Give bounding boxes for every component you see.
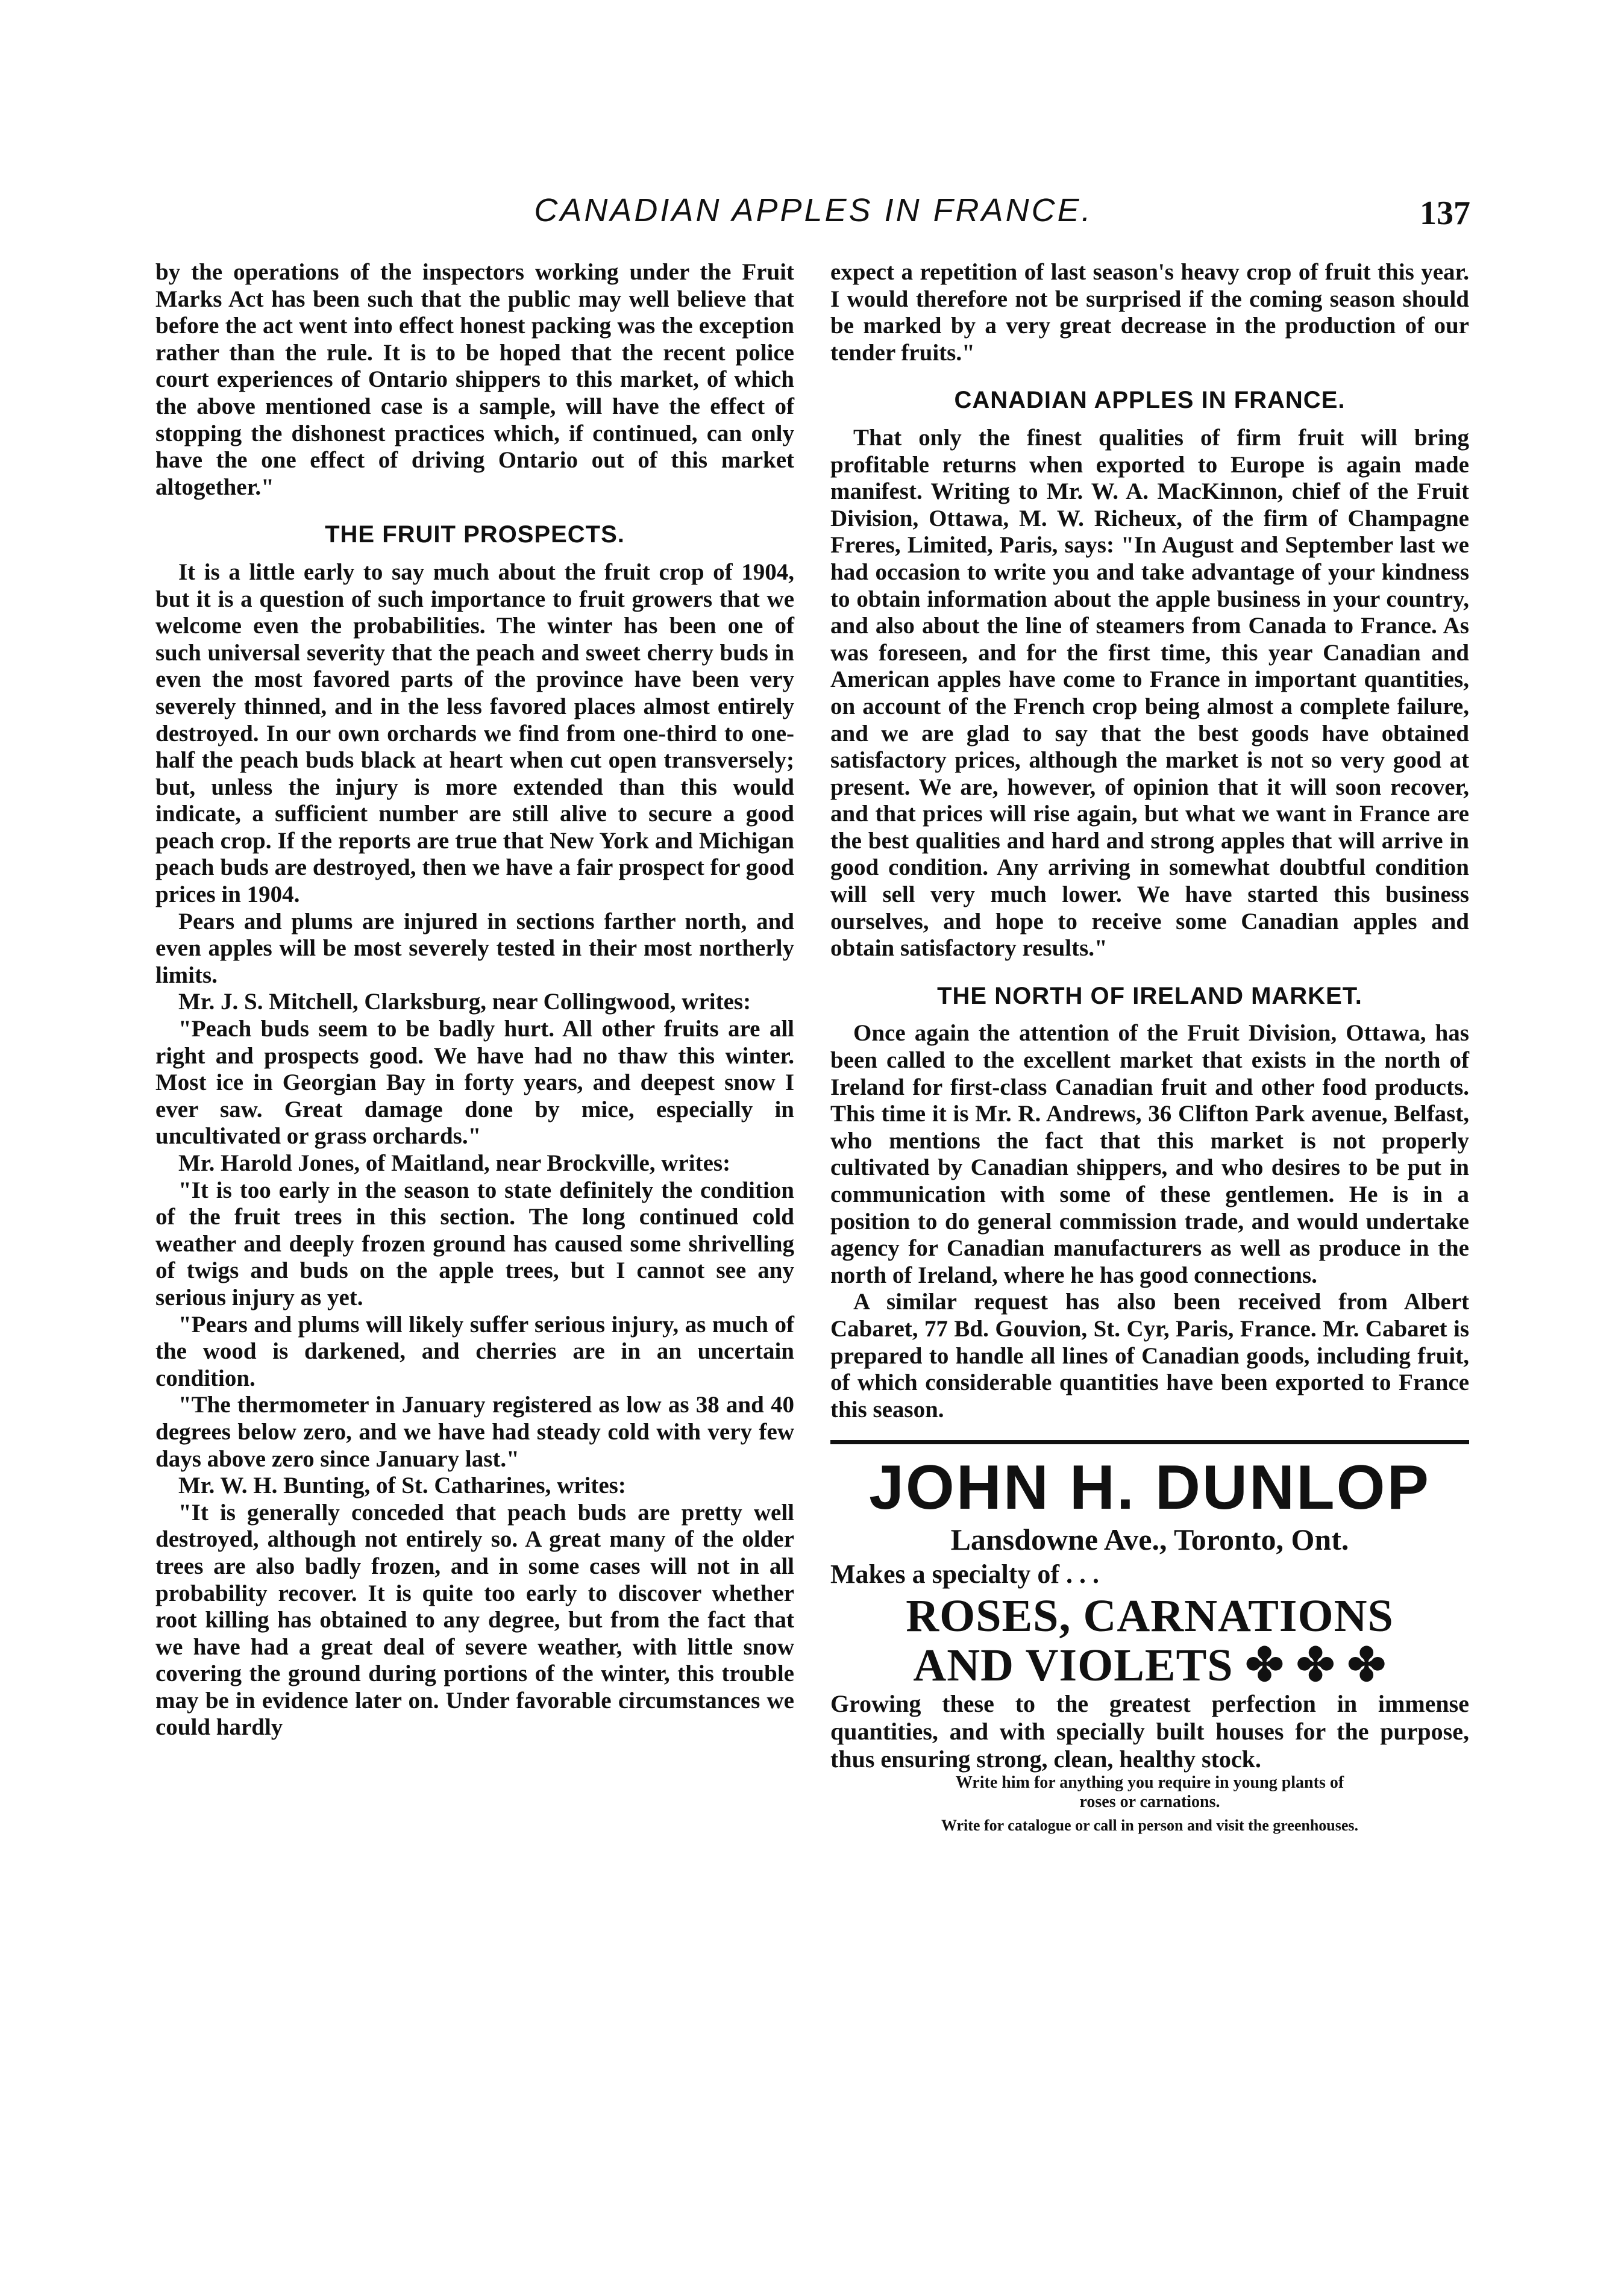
ad-products-line-2: AND VIOLETS ✤ ✤ ✤: [913, 1640, 1387, 1691]
ad-catalogue-line: Write for catalogue or call in person and visit the greenhouses.: [941, 1817, 1359, 1835]
page-number: 137: [1420, 195, 1470, 232]
advertiser-name: JOHN H. DUNLOP: [869, 1453, 1431, 1523]
ad-specialty-line: Makes a specialty of . . .: [830, 1559, 1100, 1589]
paragraph: by the operations of the inspectors working under the Fruit Marks Act has been such that the public may well believe that before the act went into effect honest packing was the exception rather than the rule. It is to be hoped that the recent police court experiences of Ontario shippers to this market, of which the above mentioned case is a sample, will have the effect of stopping the dishonest practices which, if continued, can only have the one effect of driving Ontario out of this market altogether.": [155, 259, 794, 500]
page-header: [157, 192, 1470, 246]
paragraph: "It is too early in the season to state definitely the condition of the fruit trees in this section. The long continued cold weather and deeply frozen ground has caused some shrivelling of twigs and buds on the apple trees, but I cannot see any serious injury as yet.: [155, 1177, 794, 1310]
paragraph: Mr. Harold Jones, of Maitland, near Brockville, writes:: [178, 1150, 731, 1176]
ad-small-line-1: Write him for anything you require in young plants of: [955, 1773, 1344, 1793]
paragraph: "The thermometer in January registered as low as 38 and 40 degrees below zero, and we have had steady cold with very few days above zero since January last.": [155, 1392, 794, 1472]
running-title: CANADIAN APPLES IN FRANCE.: [534, 192, 1093, 228]
advertisement: [830, 1454, 1469, 1836]
paragraph: That only the finest qualities of firm fruit will bring profitable returns when exported to Europe is again made manifest. Writing to Mr. W. A. MacKinnon, chief of the Fruit Division, Ottawa, M. W. Richeux, of the firm of Champagne Freres, Limited, Paris, says: "In August and September last we had occasion to write you and take advantage of your kindness to obtain information about the apple business in your country, and also about the line of steamers from Canada to France. As was foreseen, and for the first time, this year Canadian and American apples have come to France in important quantities, on account of the French crop being almost a complete failure, and we are glad to say that the best goods have obtained satisfactory prices, although the market is not so very good at present. We are, however, of opinion that it will soon recover, and that prices will rise again, but what we want in France are the best qualities and hard and strong apples that will arrive in good condition. Any arriving in somewhat doubtful condition will sell very much lower. We have started this business ourselves, and hope to receive some Canadian apples and obtain satisfactory results.": [830, 424, 1469, 962]
section-heading-canadian-apples: CANADIAN APPLES IN FRANCE.: [954, 387, 1346, 414]
section-heading-fruit-prospects: THE FRUIT PROSPECTS.: [325, 521, 625, 548]
advertiser-address: Lansdowne Ave., Toronto, Ont.: [950, 1523, 1349, 1557]
paragraph: It is a little early to say much about the fruit crop of 1904, but it is a question of such importance to fruit growers that we welcome even the probabilities. The winter has been one of such universal severity that the peach and sweet cherry buds in even the most favored parts of the province have been very severely thinned, and in the less favored places almost entirely destroyed. In our own orchards we find from one-third to one-half the peach buds black at heart when cut open transversely; but, unless the injury is more extended than this would indicate, a sufficient number are still alive to secure a good peach crop. If the reports are true that New York and Michigan peach buds are destroyed, then we have a fair prospect for good prices in 1904.: [155, 559, 794, 908]
paragraph: "Peach buds seem to be badly hurt. All other fruits are all right and prospects good. We have had no thaw this winter. Most ice in Georgian Bay in forty years, and deepest snow I ever saw. Great damage done by mice, especially in uncultivated or grass orchards.": [155, 1016, 794, 1150]
paragraph: "It is generally conceded that peach buds are pretty well destroyed, although not entirely so. A great many of the older trees are also badly frozen, and in some cases will not in all probability recover. It is quite too early to discover whether root killing has obtained to any degree, but from the fact that we have had a great deal of severe weather, with little snow covering the ground during portions of the winter, this trouble may be in evidence later on. Under favorable circumstances we could hardly: [155, 1499, 794, 1741]
ad-body-text: Growing these to the greatest perfection in immense quantities, and with specially built houses for the purpose, thus ensuring strong, clean, healthy stock.: [830, 1690, 1469, 1773]
right-column: [830, 259, 1469, 1836]
ad-products-line-1: ROSES, CARNATIONS: [906, 1591, 1394, 1642]
ad-small-line-2: roses or carnations.: [1079, 1793, 1220, 1812]
section-heading-north-of-ireland: THE NORTH OF IRELAND MARKET.: [937, 982, 1362, 1009]
paragraph: Once again the attention of the Fruit Division, Ottawa, has been called to the excellent market that exists in the north of Ireland for first-class Canadian fruit and other food products. This time it is Mr. R. Andrews, 36 Clifton Park avenue, Belfast, who mentions the fact that this market is not properly cultivated by Canadian shippers, and who desires to be put in communication with some of these gentlemen. He is in a position to do general commission trade, and would undertake agency for Canadian manufacturers as well as produce in the north of Ireland, where he has good connections.: [830, 1020, 1469, 1288]
paragraph: Mr. W. H. Bunting, of St. Catharines, writes:: [178, 1473, 626, 1499]
divider-rule: [830, 1440, 1469, 1444]
paragraph: A similar request has also been received from Albert Cabaret, 77 Bd. Gouvion, St. Cyr, Paris, France. Mr. Cabaret is prepared to handle all lines of Canadian goods, including fruit, of which considerable quantities have been exported to France this season.: [830, 1289, 1469, 1423]
paragraph: Pears and plums are injured in sections farther north, and even apples will be most severely tested in their most northerly limits.: [155, 908, 794, 988]
paragraph: "Pears and plums will likely suffer serious injury, as much of the wood is darkened, and cherries are in an uncertain condition.: [155, 1311, 794, 1391]
paragraph: Mr. J. S. Mitchell, Clarksburg, near Collingwood, writes:: [178, 989, 751, 1015]
paragraph: expect a repetition of last season's heavy crop of fruit this year. I would therefore not be surprised if the coming season should be marked by a very great decrease in the production of our tender fruits.": [830, 259, 1469, 366]
left-column: [155, 259, 794, 1741]
